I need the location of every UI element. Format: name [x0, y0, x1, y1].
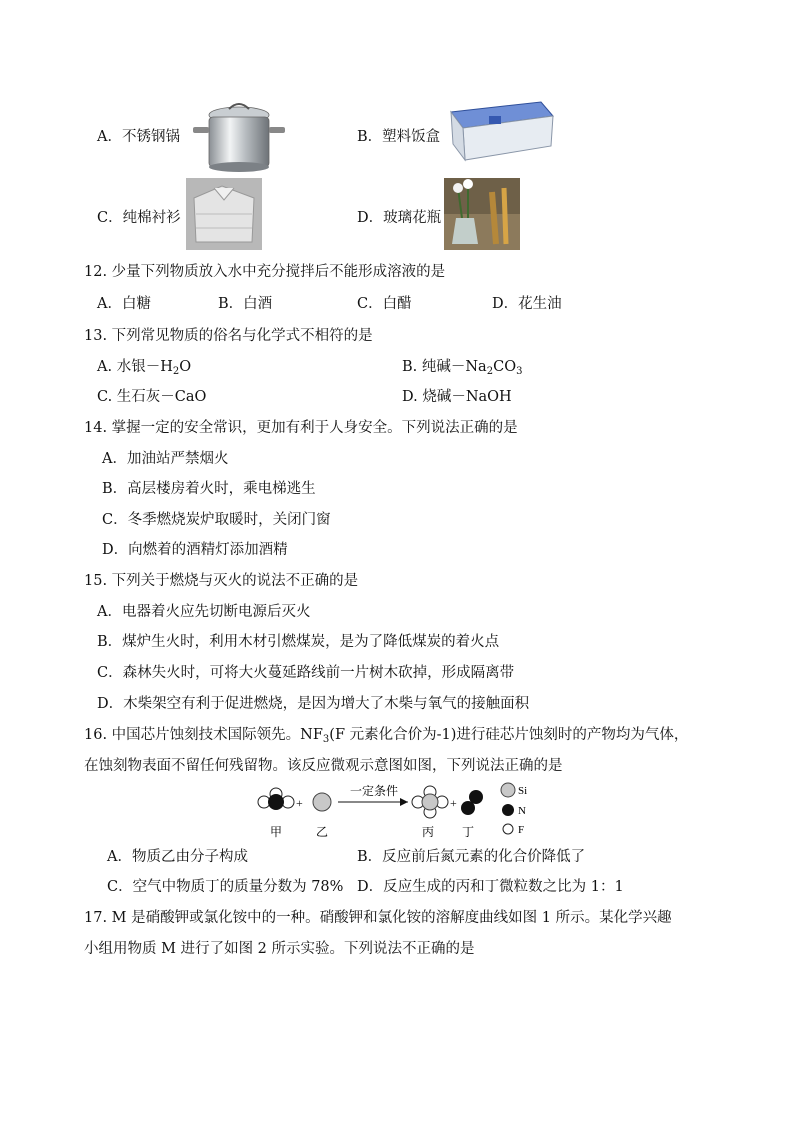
- q13-option-b: B. 纯碱$-Na_2CO_3$: [402, 359, 523, 377]
- molecule-yi: [313, 793, 331, 811]
- label-jia: 甲: [270, 825, 283, 839]
- q11-option-c: C．纯棉衬衫: [97, 210, 181, 226]
- q16-stem-line2: 在蚀刻物表面不留任何残留物。该反应微观示意图如图，下列说法正确的是: [84, 758, 563, 774]
- q12-option-d: D．花生油: [492, 296, 562, 312]
- q11-option-b: B．塑料饭盒: [357, 129, 441, 145]
- legend-f-symbol: [503, 824, 513, 834]
- q16-option-c: C．空气中物质丁的质量分数为 78%: [107, 879, 344, 895]
- q13-option-d: D. 烧碱－NaOH: [402, 389, 512, 405]
- q15-option-a: A．电器着火应先切断电源后灭火: [97, 604, 311, 620]
- q11-option-d: D．玻璃花瓶: [357, 210, 442, 226]
- molecule-ding: [461, 790, 483, 815]
- legend-f-label: F: [518, 824, 525, 836]
- q11-option-a: A．不锈钢锅: [97, 129, 180, 145]
- label-yi: 乙: [316, 825, 329, 839]
- q14-stem: 14. 掌握一定的安全常识，更加有利于人身安全。下列说法正确的是: [84, 420, 518, 436]
- label-ding: 丁: [462, 825, 475, 839]
- q14-option-c: C．冬季燃烧炭炉取暖时，关闭门窗: [102, 512, 331, 528]
- svg-text:+: +: [296, 796, 303, 810]
- q13-option-c: C. 生石灰－CaO: [97, 389, 207, 405]
- legend-si-label: Si: [518, 785, 528, 797]
- legend-n-symbol: [502, 804, 514, 816]
- label-bing: 丙: [422, 825, 435, 839]
- svg-text:+: +: [450, 796, 457, 810]
- q14-option-d: D．向燃着的酒精灯添加酒精: [102, 542, 288, 558]
- q12-option-b: B．白酒: [218, 296, 273, 312]
- q15-stem: 15. 下列关于燃烧与灭火的说法不正确的是: [84, 573, 359, 589]
- q16-option-b: B．反应前后氮元素的化合价降低了: [357, 849, 586, 865]
- reaction-micro-diagram: [250, 780, 550, 842]
- q14-option-b: B．高层楼房着火时，乘电梯逃生: [102, 481, 316, 497]
- q17-stem-line1: 17. M 是硝酸钾或氯化铵中的一种。硝酸钾和氯化铵的溶解度曲线如图 1 所示。某化学兴趣: [84, 910, 672, 926]
- q12-stem: 12. 少量下列物质放入水中充分搅拌后不能形成溶液的是: [84, 264, 446, 280]
- q16-stem-line1: 16. 中国芯片蚀刻技术国际领先。$NF_3(F$ 元素化合价为-1)进行硅芯片蚀刻时的产物均为气体，: [84, 727, 689, 745]
- q14-option-a: A．加油站严禁烟火: [102, 451, 229, 467]
- stainless-pot-image: [189, 97, 289, 177]
- molecule-jia: [258, 788, 294, 810]
- q12-option-a: A．白糖: [97, 296, 151, 312]
- q16-option-d: D．反应生成的丙和丁微粒数之比为 1：1: [357, 879, 624, 895]
- cotton-shirt-image: [186, 178, 262, 250]
- q15-option-c: C．森林失火时，可将大火蔓延路线前一片树木砍掉，形成隔离带: [97, 665, 515, 681]
- q16-option-a: A．物质乙由分子构成: [107, 849, 248, 865]
- diagram-legend: [501, 783, 527, 836]
- legend-si-symbol: [501, 783, 515, 797]
- q15-option-b: B．煤炉生火时，利用木材引燃煤炭，是为了降低煤炭的着火点: [97, 634, 500, 650]
- q13-stem: 13. 下列常见物质的俗名与化学式不相符的是: [84, 328, 373, 344]
- q12-option-c: C．白醋: [357, 296, 412, 312]
- molecule-bing: [412, 786, 448, 818]
- glass-vase-image: [444, 178, 520, 250]
- legend-n-label: N: [518, 805, 526, 817]
- plastic-lunchbox-image: [445, 98, 557, 164]
- q13-option-a: A. 水银$-H_2O$: [97, 359, 192, 377]
- q15-option-d: D．木柴架空有利于促进燃烧，是因为增大了木柴与氧气的接触面积: [97, 696, 530, 712]
- reaction-condition-label: 一定条件: [350, 784, 399, 798]
- q17-stem-line2: 小组用物质 M 进行了如图 2 所示实验。下列说法不正确的是: [84, 941, 475, 957]
